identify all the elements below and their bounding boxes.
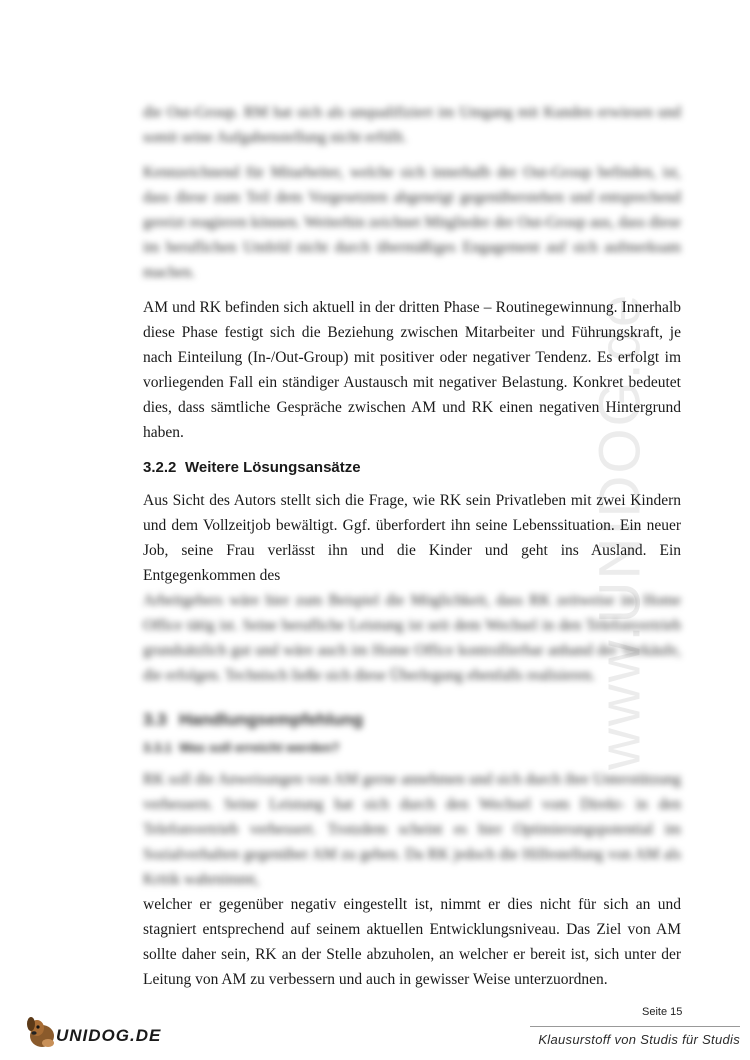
- dog-icon: [26, 1012, 60, 1050]
- heading-number: 3.3.1: [143, 740, 172, 755]
- page-content: [143, 100, 681, 1002]
- unidog-logo: [26, 1012, 162, 1050]
- heading-text: Was soll erreicht werden?: [179, 740, 340, 755]
- paragraph-autor-continued: Arbeitgebers wäre hier zum Beispiel die Möglichkeit, dass RK zeitweise im Home Office tätig ist. Seine berufliche Leistung ist seit dem Wechsel in den Telefonvertrieb grundsätzlich gut und wäre auch im Home Office kontrollierbar anhand der Verkäufe, die erfolgen. Technisch ließe sich diese Überlegung ebenfalls realisieren.: [143, 592, 681, 684]
- footer-divider: [530, 1026, 740, 1027]
- heading-number: 3.2.2: [143, 459, 177, 476]
- paragraph-autor: Aus Sicht des Autors stellt sich die Frage, wie RK sein Privatleben mit zwei Kindern und dem Vollzeitjob bewältigt. Ggf. überfordert ihn seine Lebenssituation. Ein neuer Job, seine Frau verlässt ihn und die Kinder und geht ins Ausland. Ein Entgegenkommen des: [143, 492, 681, 584]
- footer-tagline: Klausurstoff von Studis für Studis: [538, 1032, 740, 1047]
- paragraph-out-group-end: die Out-Group. RM hat sich als unqualifiziert im Umgang mit Kunden erwiesen und somit seine Aufgabenstellung nicht erfüllt.: [143, 104, 681, 146]
- paragraph-ziel-blurred: RK soll die Anweisungen von AM gerne annehmen und sich durch ihre Unterstützung verbessern. Seine Leistung hat sich durch den Wechsel vom Direkt- in den Telefonvertrieb verbessert. Trotzdem scheint es hier Optimierungspotential im Sozialverhalten gegenüber AM zu geben. Da RK jedoch die Hilfestellung von AM als Kritik wahrnimmt,: [143, 771, 681, 888]
- heading-3-2-2: [143, 459, 681, 476]
- paragraph-out-group-traits: Kennzeichnend für Mitarbeiter, welche sich innerhalb der Out-Group befinden, ist, dass diese zum Teil dem Vorgesetzten abgeneigt gegenüberstehen und entsprechend gereizt reagieren können. Weiterhin zeichnet Mitglieder der Out-Group aus, dass diese im beruflichen Umfeld nicht durch übermäßiges Engagement auf sich aufmerksam machen.: [143, 164, 681, 281]
- page-number: Seite 15: [642, 1006, 683, 1018]
- paragraph-ziel: welcher er gegenüber negativ eingestellt ist, nimmt er dies nicht für sich an und stagniert entsprechend auf seinem aktuellen Entwicklungsniveau. Das Ziel von AM sollte daher sein, RK an der Stelle abzuholen, an welcher er bereit ist, sich unter der Leitung von AM zu verbessern und auch in gewisser Weise unterzuordnen.: [143, 896, 681, 988]
- heading-3-3-1: [143, 740, 681, 755]
- heading-text: Handlungsempfehlung: [179, 710, 364, 729]
- heading-text: Weitere Lösungsansätze: [185, 459, 361, 476]
- heading-number: 3.3: [143, 710, 167, 729]
- paragraph-phase: AM und RK befinden sich aktuell in der dritten Phase – Routinegewinnung. Innerhalb diese Phase festigt sich die Beziehung zwischen Mitarbeiter und Führungskraft, je nach Einteilung (In-/Out-Group) mit positiver oder negativer Tendenz. Es erfolgt im vorliegenden Fall ein ständiger Austausch mit negativer Belastung. Konkret bedeutet dies, dass sämtliche Gespräche zwischen AM und RK einen negativen Hintergrund haben.: [143, 299, 681, 441]
- watermark-text: www.UNIDOG.de: [587, 292, 653, 770]
- heading-3-3: [143, 710, 681, 730]
- logo-text: UNIDOG.DE: [56, 1026, 162, 1045]
